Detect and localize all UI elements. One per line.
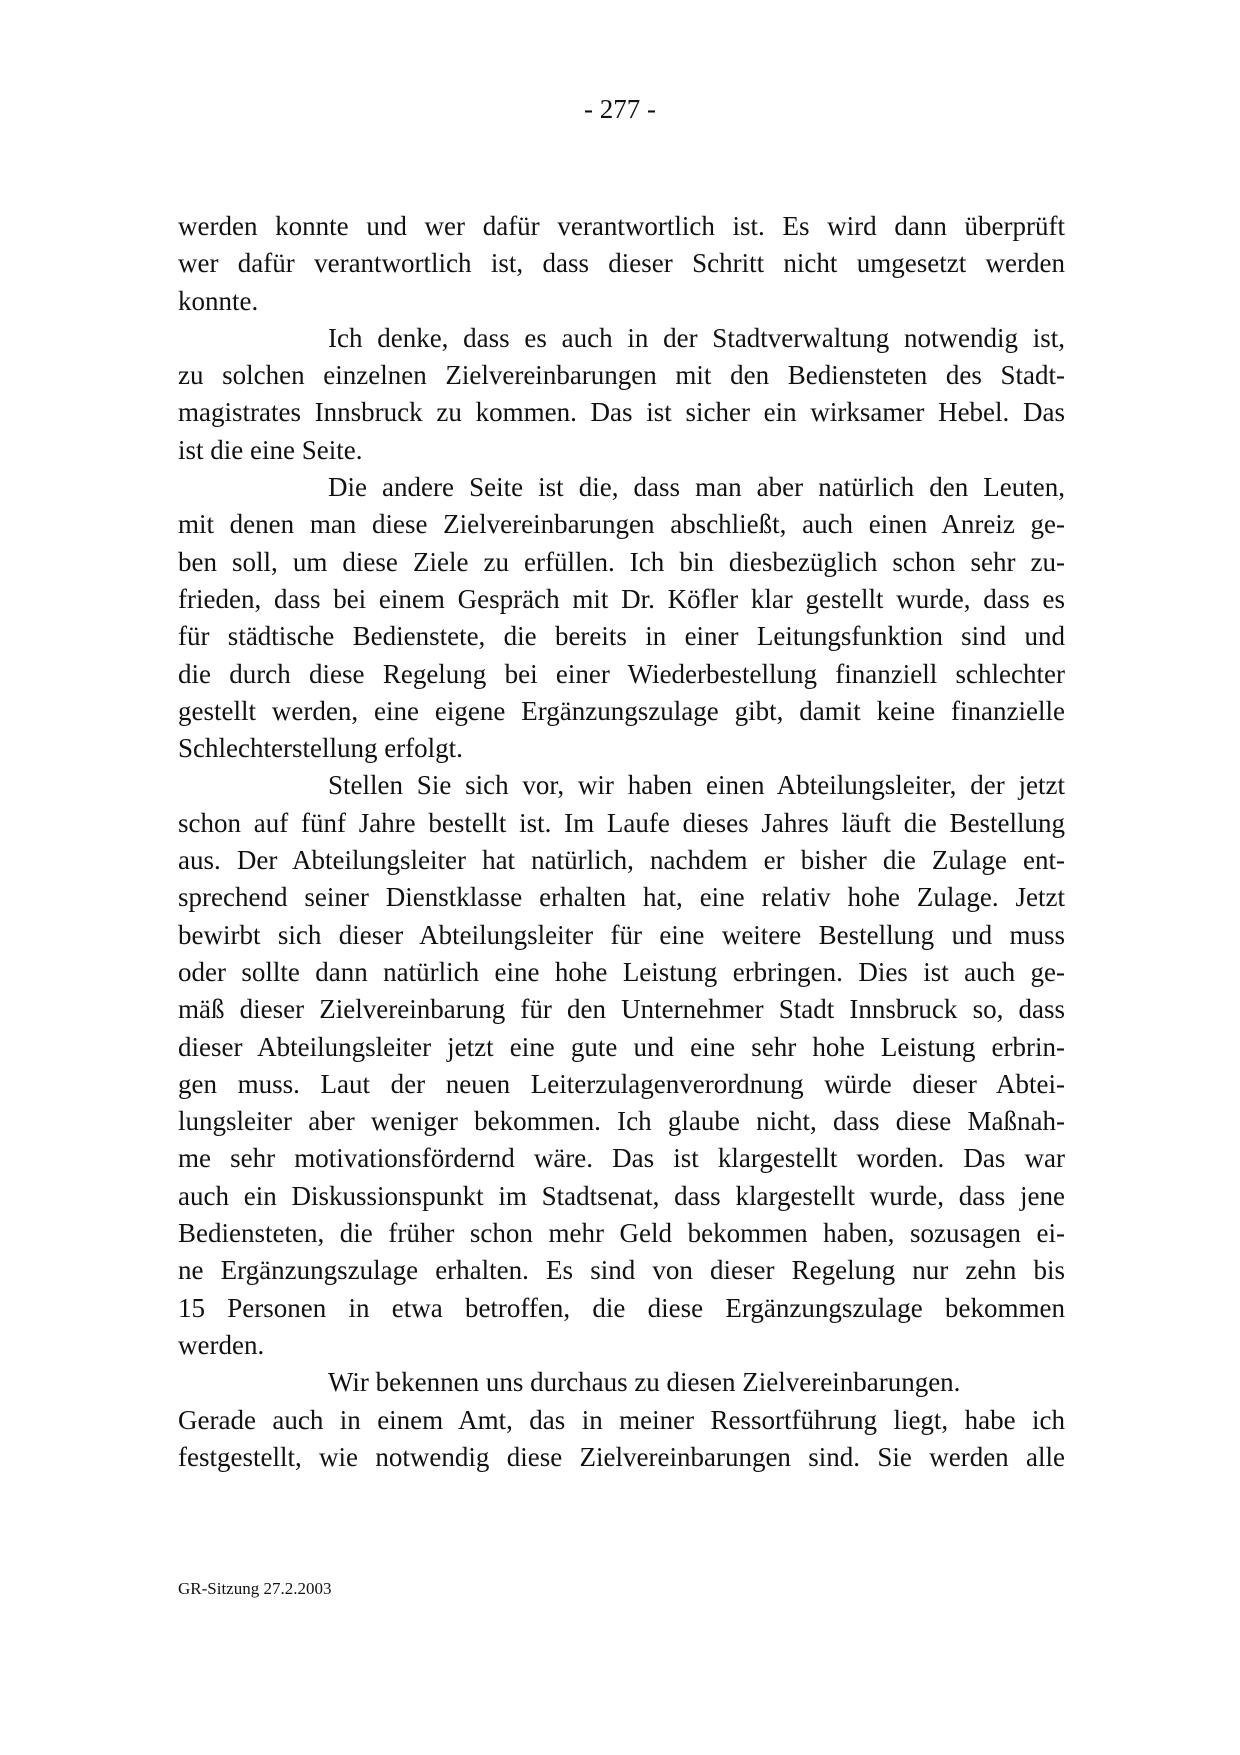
paragraph [178, 767, 1065, 1364]
text-line: sprechend seiner Dienstklasse erhalten hat, eine relativ hohe Zulage. Jetzt [178, 882, 1065, 913]
text-line: mit denen man diese Zielvereinbarungen abschließt, auch einen Anreiz ge- [178, 509, 1065, 540]
text-line: die durch diese Regelung bei einer Wiederbestellung finanziell schlechter [178, 658, 1065, 689]
body-text [178, 208, 1065, 1476]
text-line: werden konnte und wer dafür verantwortlich ist. Es wird dann überprüft [178, 211, 1065, 241]
text-line: magistrates Innsbruck zu kommen. Das ist sicher ein wirksamer Hebel. Das [178, 397, 1065, 428]
text-line: bewirbt sich dieser Abteilungsleiter für eine weitere Bestellung und muss [178, 919, 1065, 950]
text-line: Schlechterstellung erfolgt. [178, 733, 463, 764]
text-line: Bediensteten, die früher schon mehr Geld bekommen haben, sozusagen ei- [178, 1218, 1065, 1249]
text-line: konnte. [178, 285, 259, 316]
paragraph [178, 208, 1065, 320]
text-line: frieden, dass bei einem Gespräch mit Dr. Köfler klar gestellt wurde, dass es [178, 583, 1065, 614]
text-line: mäß dieser Zielvereinbarung für den Unternehmer Stadt Innsbruck so, dass [178, 994, 1065, 1025]
text-line: oder sollte dann natürlich eine hohe Leistung erbringen. Dies ist auch ge- [178, 956, 1065, 987]
text-line: Ich denke, dass es auch in der Stadtverwaltung notwendig ist, [328, 322, 1065, 353]
text-line: Die andere Seite ist die, dass man aber natürlich den Leuten, [328, 472, 1065, 503]
text-line: gestellt werden, eine eigene Ergänzungszulage gibt, damit keine finanzielle [178, 695, 1065, 726]
paragraph [178, 1364, 1065, 1401]
paragraph [178, 469, 1065, 767]
text-line: aus. Der Abteilungsleiter hat natürlich, nachdem er bisher die Zulage ent- [178, 845, 1065, 876]
text-line: Stellen Sie sich vor, wir haben einen Abteilungsleiter, der jetzt [328, 770, 1065, 801]
text-line: ben soll, um diese Ziele zu erfüllen. Ich bin diesbezüglich schon sehr zu- [178, 546, 1065, 577]
text-line: Wir bekennen uns durchaus zu diesen Zielvereinbarungen. [328, 1367, 961, 1398]
text-line: ne Ergänzungszulage erhalten. Es sind von dieser Regelung nur zehn bis [178, 1255, 1065, 1286]
text-line: auch ein Diskussionspunkt im Stadtsenat, dass klargestellt wurde, dass jene [178, 1180, 1065, 1211]
text-line: werden. [178, 1329, 265, 1360]
page-number: - 277 - [584, 94, 656, 124]
text-line: wer dafür verantwortlich ist, dass dieser Schritt nicht umgesetzt werden [178, 248, 1065, 279]
text-line: Gerade auch in einem Amt, das in meiner Ressortführung liegt, habe ich [178, 1404, 1065, 1435]
text-line: lungsleiter aber weniger bekommen. Ich glaube nicht, dass diese Maßnah- [178, 1106, 1065, 1137]
text-line: zu solchen einzelnen Zielvereinbarungen mit den Bediensteten des Stadt- [178, 360, 1065, 391]
text-line: festgestellt, wie notwendig diese Zielvereinbarungen sind. Sie werden alle [178, 1441, 1065, 1472]
page-footer: GR-Sitzung 27.2.2003 [178, 1579, 332, 1598]
paragraph [178, 1402, 1065, 1477]
text-line: für städtische Bedienstete, die bereits in einer Leitungsfunktion sind und [178, 621, 1065, 652]
text-line: ist die eine Seite. [178, 434, 363, 465]
text-line: 15 Personen in etwa betroffen, die diese Ergänzungszulage bekommen [178, 1292, 1065, 1323]
text-line: dieser Abteilungsleiter jetzt eine gute und eine sehr hohe Leistung erbrin- [178, 1031, 1065, 1062]
paragraph [178, 320, 1065, 469]
text-line: gen muss. Laut der neuen Leiterzulagenverordnung würde dieser Abtei- [178, 1068, 1065, 1099]
text-line: me sehr motivationsfördernd wäre. Das ist klargestellt worden. Das war [178, 1143, 1065, 1174]
text-line: schon auf fünf Jahre bestellt ist. Im Laufe dieses Jahres läuft die Bestellung [178, 807, 1065, 838]
